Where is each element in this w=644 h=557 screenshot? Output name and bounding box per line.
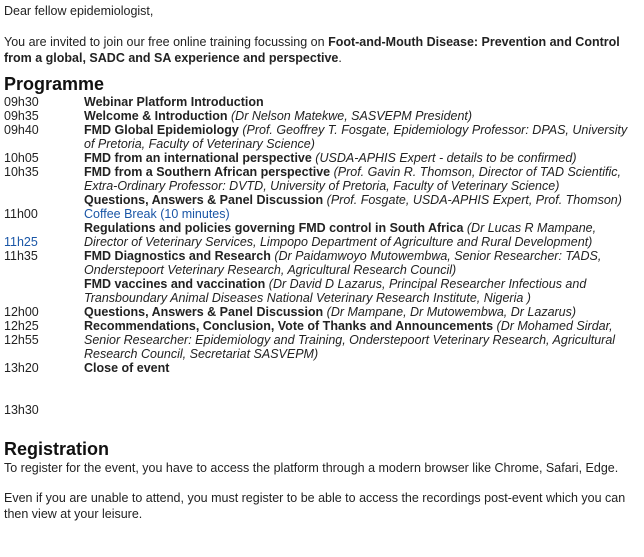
intro-text: You are invited to join our free online training focussing on xyxy=(4,35,329,49)
programme-title: FMD vaccines and vaccination xyxy=(84,277,266,291)
programme-time: 12h25 xyxy=(4,319,39,333)
programme-row xyxy=(4,319,636,361)
programme-title: Webinar Platform Introduction xyxy=(84,95,264,109)
programme-title: FMD from an international perspective xyxy=(84,151,312,165)
programme-title: FMD from a Southern African perspective xyxy=(84,165,331,179)
programme-content xyxy=(84,123,636,151)
programme-description: (Prof. Gavin R. Thomson, Director of TAD Scientific, Extra-Ordinary Professor: DVTD, University of Pretoria, Faculty of Veterinary Science) xyxy=(84,165,621,193)
programme-row xyxy=(4,249,636,277)
coffee-break: Coffee Break (10 minutes) xyxy=(84,207,230,221)
programme-description: (USDA-APHIS Expert - details to be confirmed) xyxy=(311,151,577,165)
programme-time: 09h40 xyxy=(4,123,39,137)
programme-time: 09h35 xyxy=(4,109,39,123)
programme-description: (Dr David D Lazarus, Principal Researcher Infectious and Transboundary Animal Diseases National Veterinary Research Institute, Nigeria ) xyxy=(84,277,587,305)
programme-row xyxy=(4,193,636,207)
programme-row xyxy=(4,207,636,221)
programme-content xyxy=(84,249,636,277)
programme-description: (Dr Paidamwoyo Mutowembwa, Senior Researcher: TADS, Onderstepoort Veterinary Research, Agricultural Research Council) xyxy=(84,249,602,277)
programme-content xyxy=(84,207,636,221)
programme-content xyxy=(84,319,636,361)
programme-title: Recommendations, Conclusion, Vote of Thanks and Announcements xyxy=(84,319,494,333)
programme-title: Close of event xyxy=(84,361,170,375)
programme-row xyxy=(4,403,636,417)
programme-title: FMD Diagnostics and Research xyxy=(84,249,271,263)
programme-row xyxy=(4,95,636,109)
programme-title: Questions, Answers & Panel Discussion xyxy=(84,305,324,319)
programme-time: 10h05 xyxy=(4,151,39,165)
programme-content xyxy=(84,151,636,165)
programme-title: FMD Global Epidemiology xyxy=(84,123,239,137)
programme-content xyxy=(84,193,636,207)
programme-description: (Dr Lucas R Mampane, Director of Veterinary Services, Limpopo Department of Agriculture and Rural Development) xyxy=(84,221,597,249)
programme-description: (Dr Mampane, Dr Mutowembwa, Dr Lazarus) xyxy=(323,305,577,319)
programme-time: 09h30 xyxy=(4,95,39,109)
programme-description: (Prof. Fosgate, USDA-APHIS Expert, Prof. Thomson) xyxy=(323,193,622,207)
programme-heading: Programme xyxy=(4,74,105,94)
programme-row xyxy=(4,221,636,249)
programme-title: Welcome & Introduction xyxy=(84,109,228,123)
registration-heading: Registration xyxy=(4,439,110,459)
programme-content xyxy=(84,221,636,249)
programme-row xyxy=(4,361,636,375)
programme-row xyxy=(4,277,636,305)
programme-time: 10h35 xyxy=(4,165,39,179)
programme-content xyxy=(84,95,636,109)
registration-paragraph-2: Even if you are unable to attend, you must register to be able to access the recordings post-event which you can then view at your leisure. xyxy=(4,491,626,521)
spacer xyxy=(4,389,636,403)
programme-row xyxy=(4,151,636,165)
programme-content xyxy=(84,109,636,123)
programme-time: 11h25 xyxy=(4,235,38,249)
greeting: Dear fellow epidemiologist, xyxy=(4,4,154,18)
programme-title: Regulations and policies governing FMD control in South Africa xyxy=(84,221,464,235)
programme-content xyxy=(84,165,636,193)
programme-description: (Dr Mohamed Sirdar, Senior Researcher: Epidemiology and Training, Onderstepoort Veterinary Research, Agricultural Research Council, Secretariat SASVEPM) xyxy=(84,319,616,361)
programme-time: 13h20 xyxy=(4,361,39,375)
programme-time: 12h00 xyxy=(4,305,39,319)
document xyxy=(4,4,636,536)
programme-description: (Dr Nelson Matekwe, SASVEPM President) xyxy=(227,109,473,123)
programme-content xyxy=(84,305,636,319)
intro-paragraph xyxy=(4,34,636,66)
programme-list xyxy=(4,95,636,417)
programme-content xyxy=(84,277,636,305)
programme-content xyxy=(84,361,636,375)
programme-title: Questions, Answers & Panel Discussion xyxy=(84,193,324,207)
programme-content xyxy=(84,403,636,417)
programme-row xyxy=(4,123,636,151)
programme-time: 12h55 xyxy=(4,333,39,347)
spacer xyxy=(4,375,636,389)
programme-time: 13h30 xyxy=(4,403,39,417)
programme-row xyxy=(4,165,636,193)
intro-end: . xyxy=(338,51,342,65)
programme-row xyxy=(4,305,636,319)
programme-description: (Prof. Geoffrey T. Fosgate, Epidemiology Professor: DPAS, University of Pretoria, Faculty of Veterinary Science) xyxy=(84,123,628,151)
programme-row xyxy=(4,109,636,123)
programme-time: 11h35 xyxy=(4,249,38,263)
registration-paragraph-1: To register for the event, you have to access the platform through a modern browser like Chrome, Safari, Edge. xyxy=(4,461,619,475)
intro-topic: Foot-and-Mouth Disease: Prevention and Control from a global, SADC and SA experience and perspective xyxy=(4,35,620,65)
programme-time: 11h00 xyxy=(4,207,38,221)
